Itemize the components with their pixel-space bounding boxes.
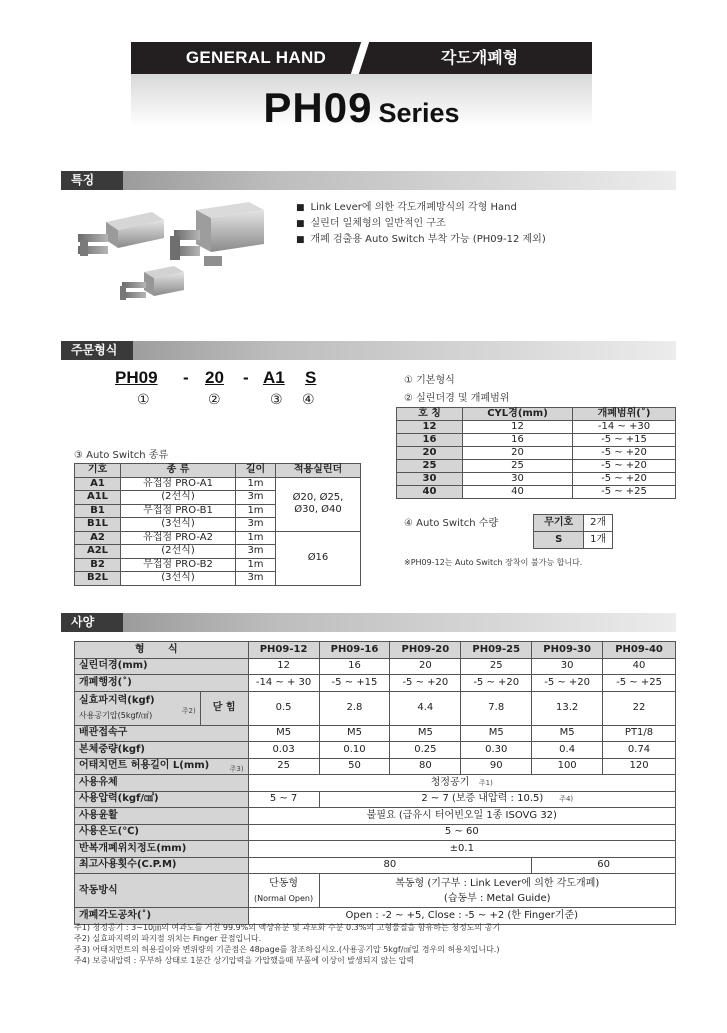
col-header: 개폐범위(˚) bbox=[573, 408, 676, 421]
spec-cell: 20 bbox=[390, 658, 461, 675]
open-range: -5 ~ +25 bbox=[573, 486, 676, 499]
qty-code: 무기호 bbox=[534, 515, 584, 532]
spec-label: 사용유체 bbox=[75, 775, 249, 792]
spec-label: 어태치먼트 허용길이 L(mm) bbox=[79, 760, 210, 772]
table-row bbox=[397, 486, 676, 499]
qty-value: 1개 bbox=[584, 532, 613, 549]
spec-cell: -5 ~ +25 bbox=[603, 675, 676, 692]
spec-cell: (습동부 : Metal Guide) bbox=[443, 892, 551, 904]
footnote: 주2) 실효파지력의 파지점 위치는 Finger 끝점입니다. bbox=[74, 934, 262, 943]
spec-cell: 50 bbox=[319, 758, 390, 775]
feature-item: ■ Link Lever에 의한 각도개폐방식의 각형 Hand bbox=[296, 200, 546, 216]
spec-model: PH09-40 bbox=[603, 642, 676, 659]
spec-cell: 60 bbox=[532, 857, 676, 874]
spec-cell: -5 ~ +15 bbox=[319, 675, 390, 692]
qty-value: 2개 bbox=[584, 515, 613, 532]
table-row bbox=[75, 791, 676, 808]
spec-cell: 25 bbox=[248, 758, 319, 775]
title-series: Series bbox=[378, 98, 460, 128]
spec-cell: 0.74 bbox=[603, 742, 676, 759]
table-row bbox=[397, 473, 676, 486]
table-row bbox=[75, 775, 676, 792]
order-num-1: ① bbox=[137, 392, 150, 408]
bore-size: 16 bbox=[463, 434, 573, 447]
spec-cell: 2 ~ 7 (보증 내압력 : 10.5) bbox=[421, 793, 544, 805]
legend-switch-type: ③ Auto Switch 종류 bbox=[74, 450, 169, 461]
bore-code: 25 bbox=[397, 460, 463, 473]
table-row bbox=[75, 477, 361, 491]
order-code-bore: 20 bbox=[205, 368, 224, 387]
footnote-ref: 주4) bbox=[559, 795, 574, 804]
spec-cell: 16 bbox=[319, 658, 390, 675]
spec-cell: 청정공기 bbox=[430, 776, 470, 788]
legend-basic-type: ① 기본형식 bbox=[404, 375, 455, 386]
table-row bbox=[75, 531, 361, 545]
col-header: 종 류 bbox=[121, 464, 236, 478]
table-row bbox=[75, 857, 676, 874]
table-row bbox=[534, 515, 613, 532]
spec-model: PH09-12 bbox=[248, 642, 319, 659]
switch-length: 1m bbox=[236, 477, 276, 491]
table-row bbox=[75, 691, 676, 725]
switch-length: 1m bbox=[236, 558, 276, 572]
spec-label: 닫 힘 bbox=[200, 691, 248, 725]
footnote-ref: 주3) bbox=[229, 764, 244, 773]
footnote: 주4) 보증내압력 : 무부하 상태로 1분간 상기압력을 가압했을때 부품에 이상이 발생되지 않는 압력 bbox=[74, 956, 415, 965]
spec-cell: -5 ~ +20 bbox=[390, 675, 461, 692]
spec-cell: M5 bbox=[248, 725, 319, 742]
table-row bbox=[75, 742, 676, 759]
spec-label-force bbox=[75, 691, 201, 725]
switch-length: 1m bbox=[236, 504, 276, 518]
spec-cell: M5 bbox=[390, 725, 461, 742]
spec-label: 본체중량(kgf) bbox=[75, 742, 249, 759]
table-row bbox=[397, 421, 676, 434]
spec-cell: 0.4 bbox=[532, 742, 603, 759]
switch-kind: (2선식) bbox=[121, 545, 236, 559]
order-code-series: PH09 bbox=[115, 368, 158, 387]
page-title bbox=[131, 84, 592, 132]
title-model: PH09 bbox=[263, 84, 373, 131]
switch-kind: (2선식) bbox=[121, 491, 236, 505]
switch-length: 3m bbox=[236, 545, 276, 559]
spec-label: 실린더경(mm) bbox=[75, 658, 249, 675]
switch-code: A2 bbox=[75, 531, 121, 545]
switch-code: A1L bbox=[75, 491, 121, 505]
spec-cell: 80 bbox=[248, 857, 532, 874]
table-row bbox=[75, 841, 676, 858]
spec-cell: 40 bbox=[603, 658, 676, 675]
spec-cell-press bbox=[319, 791, 675, 808]
header-category: GENERAL HAND bbox=[185, 48, 327, 67]
switch-code: B2 bbox=[75, 558, 121, 572]
spec-cell: 30 bbox=[532, 658, 603, 675]
spec-label: 사용압력(kgf/㎠) bbox=[75, 791, 249, 808]
spec-sublabel: 사용공기압(5kgf/㎠) bbox=[79, 711, 153, 720]
spec-label: 작동방식 bbox=[75, 874, 249, 908]
switch-apply-cyl: Ø16 bbox=[276, 531, 361, 585]
footnotes bbox=[74, 922, 500, 966]
spec-model-header: 형 식 bbox=[75, 642, 249, 659]
footnote: 주1) 청정공기 : 3~10㎛의 여과도를 거친 99.9%의 액상유분 및 과포화 수분 0.3%의 고형물질을 함유하는 청정도의 공기 bbox=[74, 923, 501, 932]
table-row bbox=[75, 675, 676, 692]
bore-size: 12 bbox=[463, 421, 573, 434]
open-range: -5 ~ +20 bbox=[573, 447, 676, 460]
spec-cell: 5 ~ 60 bbox=[248, 824, 675, 841]
bore-size: 20 bbox=[463, 447, 573, 460]
switch-kind: (3선식) bbox=[121, 518, 236, 532]
spec-cell: -5 ~ +20 bbox=[532, 675, 603, 692]
switch-length: 3m bbox=[236, 518, 276, 532]
switch-length: 3m bbox=[236, 491, 276, 505]
col-header: 기호 bbox=[75, 464, 121, 478]
bore-code: 16 bbox=[397, 434, 463, 447]
spec-label-attach bbox=[75, 758, 249, 775]
table-row bbox=[397, 460, 676, 473]
apply-line: Ø30, Ø40 bbox=[294, 504, 342, 515]
switch-kind: 유접점 PRO-A1 bbox=[121, 477, 236, 491]
bore-code: 30 bbox=[397, 473, 463, 486]
spec-label: 사용윤활 bbox=[75, 808, 249, 825]
apply-line: Ø20, Ø25, bbox=[292, 492, 344, 503]
spec-model: PH09-16 bbox=[319, 642, 390, 659]
switch-kind: 유접점 PRO-A2 bbox=[121, 531, 236, 545]
spec-cell: 0.10 bbox=[319, 742, 390, 759]
switch-type-table bbox=[74, 463, 361, 586]
col-header: 호 칭 bbox=[397, 408, 463, 421]
spec-label: 사용온도(℃) bbox=[75, 824, 249, 841]
feature-list bbox=[296, 200, 546, 248]
order-num-2: ② bbox=[208, 392, 221, 408]
spec-model: PH09-20 bbox=[390, 642, 461, 659]
section-features-label: 특징 bbox=[61, 171, 123, 190]
switch-apply-cyl bbox=[276, 477, 361, 531]
open-range: -5 ~ +20 bbox=[573, 473, 676, 486]
spec-cell-action-double bbox=[319, 874, 675, 908]
spec-cell: 불필요 (급유시 터어빈오일 1종 ISOVG 32) bbox=[248, 808, 675, 825]
spec-label: 반복개폐위치정도(mm) bbox=[75, 841, 249, 858]
bore-size: 30 bbox=[463, 473, 573, 486]
product-photo bbox=[74, 200, 284, 320]
open-range: -14 ~ +30 bbox=[573, 421, 676, 434]
spec-label: 배관접속구 bbox=[75, 725, 249, 742]
spec-cell: 12 bbox=[248, 658, 319, 675]
spec-cell: 22 bbox=[603, 691, 676, 725]
order-code-qty: S bbox=[305, 368, 317, 387]
switch-code: B1L bbox=[75, 518, 121, 532]
spec-cell: 0.5 bbox=[248, 691, 319, 725]
spec-cell: M5 bbox=[532, 725, 603, 742]
spec-label: 실효파지력(kgf) bbox=[79, 695, 155, 706]
spec-cell: 2.8 bbox=[319, 691, 390, 725]
feature-item: ■ 개폐 검출용 Auto Switch 부착 가능 (PH09-12 제외) bbox=[296, 232, 546, 248]
spec-label: 최고사용횟수(C.P.M) bbox=[75, 857, 249, 874]
col-header: 길이 bbox=[236, 464, 276, 478]
spec-label: 개폐각도공차(˚) bbox=[75, 908, 249, 925]
bore-code: 20 bbox=[397, 447, 463, 460]
section-spec-label: 사양 bbox=[61, 613, 123, 632]
switch-qty-table bbox=[533, 514, 613, 549]
section-order bbox=[61, 341, 676, 360]
spec-cell: 0.03 bbox=[248, 742, 319, 759]
order-code-switch: A1 bbox=[263, 368, 285, 387]
spec-cell: 5 ~ 7 bbox=[248, 791, 319, 808]
spec-table bbox=[74, 641, 676, 925]
legend-bore-range: ② 실린더경 및 개폐범위 bbox=[404, 393, 510, 404]
switch-code: A1 bbox=[75, 477, 121, 491]
feature-item: ■ 실린더 일체형의 일반적인 구조 bbox=[296, 216, 546, 232]
spec-model: PH09-25 bbox=[461, 642, 532, 659]
bore-size: 40 bbox=[463, 486, 573, 499]
bore-code: 12 bbox=[397, 421, 463, 434]
table-row bbox=[75, 658, 676, 675]
spec-cell: 4.4 bbox=[390, 691, 461, 725]
table-row bbox=[75, 758, 676, 775]
spec-cell-fluid bbox=[248, 775, 675, 792]
col-header: 적용실린더 bbox=[276, 464, 361, 478]
table-row bbox=[75, 808, 676, 825]
open-range: -5 ~ +20 bbox=[573, 460, 676, 473]
switch-code: B1 bbox=[75, 504, 121, 518]
footnote-ref: 주2) bbox=[181, 706, 196, 715]
switch-kind: 무접점 PRO-B1 bbox=[121, 504, 236, 518]
table-row bbox=[75, 725, 676, 742]
spec-cell: PT1/8 bbox=[603, 725, 676, 742]
spec-cell: -5 ~ +20 bbox=[461, 675, 532, 692]
bore-range-table bbox=[396, 407, 676, 499]
spec-cell: 7.8 bbox=[461, 691, 532, 725]
switch-kind: (3선식) bbox=[121, 572, 236, 586]
spec-cell: 복동형 (기구부 : Link Lever에 의한 각도개폐) bbox=[395, 877, 600, 889]
legend-switch-qty: ④ Auto Switch 수량 bbox=[404, 518, 499, 529]
table-row bbox=[75, 874, 676, 908]
switch-kind: 무접점 PRO-B2 bbox=[121, 558, 236, 572]
spec-cell: 25 bbox=[461, 658, 532, 675]
switch-note: ※PH09-12는 Auto Switch 장착이 불가능 합니다. bbox=[404, 558, 583, 567]
spec-cell: ±0.1 bbox=[248, 841, 675, 858]
spec-cell: 0.25 bbox=[390, 742, 461, 759]
bore-code: 40 bbox=[397, 486, 463, 499]
table-row bbox=[75, 824, 676, 841]
switch-length: 3m bbox=[236, 572, 276, 586]
spec-cell: -14 ~ + 30 bbox=[248, 675, 319, 692]
spec-cell: 90 bbox=[461, 758, 532, 775]
spec-model: PH09-30 bbox=[532, 642, 603, 659]
section-spec bbox=[61, 613, 676, 632]
spec-cell: M5 bbox=[319, 725, 390, 742]
col-header: CYL경(mm) bbox=[463, 408, 573, 421]
footnote: 주3) 어태치먼트의 허용길이와 변위량의 기준점은 48page를 참조하십시오.(사용공기압 5kgf/㎠일 경우의 허용치입니다.) bbox=[74, 945, 500, 954]
qty-code: S bbox=[534, 532, 584, 549]
spec-cell: 120 bbox=[603, 758, 676, 775]
spec-cell: 0.30 bbox=[461, 742, 532, 759]
spec-label: 개폐행정(˚) bbox=[75, 675, 249, 692]
spec-cell-action-single bbox=[248, 874, 319, 908]
order-code-dash: - bbox=[243, 368, 249, 387]
spec-cell: (Normal Open) bbox=[254, 893, 314, 903]
table-row bbox=[534, 532, 613, 549]
switch-length: 1m bbox=[236, 531, 276, 545]
section-order-label: 주문형식 bbox=[61, 341, 133, 360]
table-row bbox=[397, 434, 676, 447]
open-range: -5 ~ +15 bbox=[573, 434, 676, 447]
spec-cell: 100 bbox=[532, 758, 603, 775]
footnote-ref: 주1) bbox=[478, 778, 493, 787]
spec-cell: 단동형 bbox=[269, 877, 299, 889]
table-row bbox=[397, 447, 676, 460]
header-type: 각도개폐형 bbox=[440, 48, 519, 67]
order-code-dash: - bbox=[183, 368, 189, 387]
bore-size: 25 bbox=[463, 460, 573, 473]
switch-code: A2L bbox=[75, 545, 121, 559]
switch-code: B2L bbox=[75, 572, 121, 586]
order-num-3: ③ bbox=[270, 392, 283, 408]
section-features bbox=[61, 171, 676, 190]
spec-cell: Open : -2 ~ +5, Close : -5 ~ +2 (한 Finger기준) bbox=[248, 908, 675, 925]
order-num-4: ④ bbox=[302, 392, 315, 408]
spec-cell: 13.2 bbox=[532, 691, 603, 725]
spec-cell: 80 bbox=[390, 758, 461, 775]
spec-cell: M5 bbox=[461, 725, 532, 742]
